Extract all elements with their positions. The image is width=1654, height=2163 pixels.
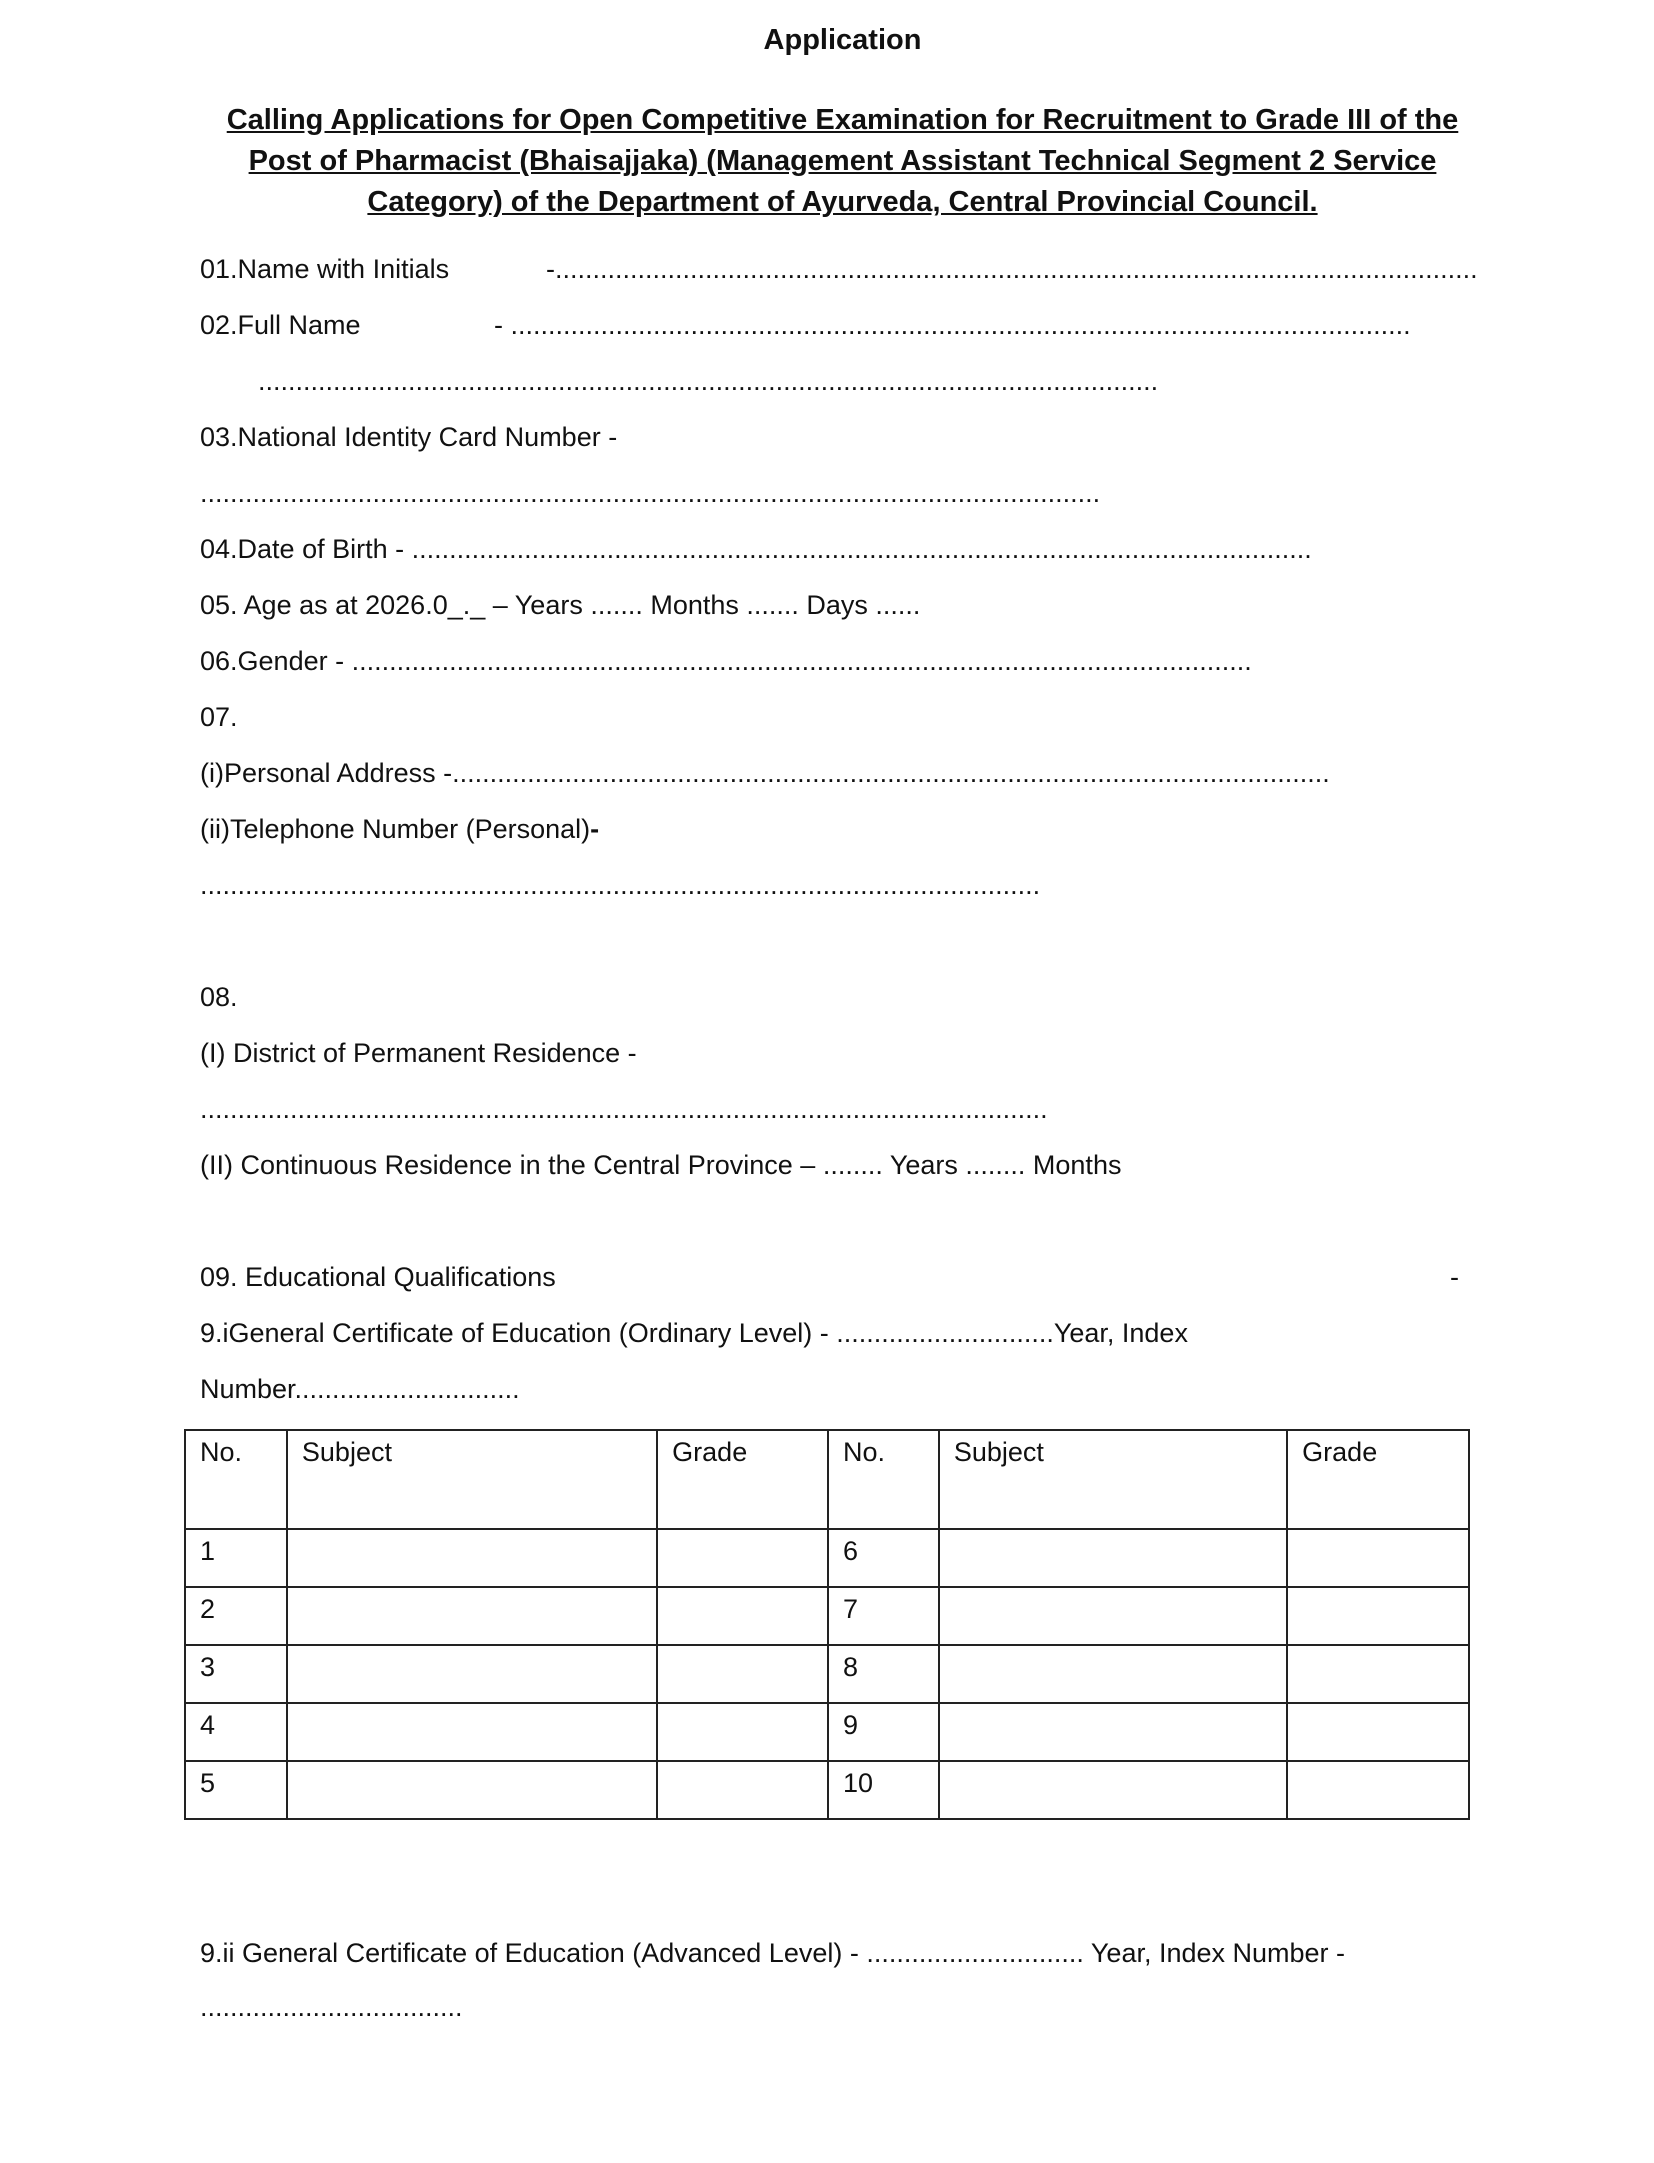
- field-continuous-residence[interactable]: (II) Continuous Residence in the Central Province – ........ Years ........ Months: [200, 1150, 1122, 1180]
- field-personal-address[interactable]: (i)Personal Address -.....................................................................................................................: [200, 758, 1330, 788]
- cell-grade[interactable]: [1287, 1587, 1469, 1645]
- field-district-label: (I) District of Permanent Residence -: [200, 1038, 637, 1068]
- field-date-of-birth[interactable]: 04.Date of Birth - ........................................................................................................................: [200, 534, 1312, 564]
- fill-line[interactable]: ................................................................................................................: [200, 870, 1041, 900]
- cell-subject[interactable]: [939, 1587, 1287, 1645]
- field-nic-label: 03.National Identity Card Number -: [200, 422, 618, 452]
- column-header-subject: Subject: [287, 1430, 657, 1529]
- cell-subject[interactable]: [287, 1529, 657, 1587]
- table-row: [185, 1761, 1469, 1819]
- page-title: Application: [763, 24, 922, 56]
- cell-no: 6: [828, 1529, 939, 1587]
- cell-no: 3: [185, 1645, 287, 1703]
- field-gender[interactable]: 06.Gender - ........................................................................................................................: [200, 646, 1252, 676]
- cell-subject[interactable]: [287, 1645, 657, 1703]
- table-row: [185, 1645, 1469, 1703]
- cell-grade[interactable]: [1287, 1703, 1469, 1761]
- fill-line[interactable]: -...........................................................................................................................: [546, 254, 1478, 284]
- cell-grade[interactable]: [657, 1529, 828, 1587]
- dash: -: [1450, 1262, 1459, 1292]
- cell-grade[interactable]: [1287, 1761, 1469, 1819]
- cell-no: 9: [828, 1703, 939, 1761]
- table-row: [185, 1529, 1469, 1587]
- fill-line-continued[interactable]: ........................................................................................................................: [258, 366, 1159, 396]
- cell-subject[interactable]: [939, 1529, 1287, 1587]
- fill-line[interactable]: ........................................................................................................................: [200, 478, 1101, 508]
- cell-grade[interactable]: [657, 1645, 828, 1703]
- field-age[interactable]: 05. Age as at 2026.0_._ – Years ....... Months ....... Days ......: [200, 590, 921, 620]
- column-header-subject: Subject: [939, 1430, 1287, 1529]
- section-08-label: 08.: [200, 982, 238, 1012]
- table-row: [185, 1703, 1469, 1761]
- fill-line[interactable]: - ........................................................................................................................: [494, 310, 1411, 340]
- field-name-with-initials: [200, 252, 1478, 286]
- field-label: 02.Full Name: [200, 310, 361, 340]
- cell-grade[interactable]: [1287, 1529, 1469, 1587]
- field-al-year-index[interactable]: 9.ii General Certificate of Education (Advanced Level) - ............................. Year, Index Number -: [200, 1938, 1346, 1968]
- field-full-name: [200, 308, 1411, 342]
- cell-no: 8: [828, 1645, 939, 1703]
- fill-line[interactable]: .................................................................................................................: [200, 1094, 1048, 1124]
- dash: -: [590, 814, 600, 844]
- section-07-label: 07.: [200, 702, 238, 732]
- cell-grade[interactable]: [657, 1587, 828, 1645]
- cell-no: 10: [828, 1761, 939, 1819]
- column-header-grade: Grade: [657, 1430, 828, 1529]
- cell-no: 5: [185, 1761, 287, 1819]
- field-label: (ii)Telephone Number (Personal): [200, 814, 591, 844]
- ol-results-table: [184, 1429, 1470, 1820]
- table-row: [185, 1587, 1469, 1645]
- field-telephone: [200, 812, 599, 846]
- field-ol-year-index[interactable]: 9.iGeneral Certificate of Education (Ordinary Level) - .............................Year, Index: [200, 1318, 1188, 1348]
- cell-no: 4: [185, 1703, 287, 1761]
- cell-subject[interactable]: [939, 1761, 1287, 1819]
- cell-subject[interactable]: [287, 1587, 657, 1645]
- field-label: 01.Name with Initials: [200, 254, 450, 284]
- cell-subject[interactable]: [939, 1703, 1287, 1761]
- cell-subject[interactable]: [287, 1761, 657, 1819]
- cell-grade[interactable]: [657, 1703, 828, 1761]
- cell-no: 1: [185, 1529, 287, 1587]
- cell-grade[interactable]: [657, 1761, 828, 1819]
- fill-line[interactable]: ...................................: [200, 1992, 463, 2022]
- field-ol-index-number[interactable]: Number..............................: [200, 1374, 520, 1404]
- column-header-no: No.: [185, 1430, 287, 1529]
- cell-grade[interactable]: [1287, 1645, 1469, 1703]
- column-header-grade: Grade: [1287, 1430, 1469, 1529]
- section-09-label: 09. Educational Qualifications: [200, 1262, 556, 1292]
- cell-no: 2: [185, 1587, 287, 1645]
- cell-subject[interactable]: [939, 1645, 1287, 1703]
- cell-subject[interactable]: [287, 1703, 657, 1761]
- table-header-row: [185, 1430, 1469, 1529]
- column-header-no: No.: [828, 1430, 939, 1529]
- cell-no: 7: [828, 1587, 939, 1645]
- document-heading: Calling Applications for Open Competitive Examination for Recruitment to Grade III of the Post of Pharmacist (Bhaisajjaka) (Management Assistant Technical Segment 2 Service Category) of the Department of Ayurveda, Central Provincial Council.: [226, 104, 1459, 218]
